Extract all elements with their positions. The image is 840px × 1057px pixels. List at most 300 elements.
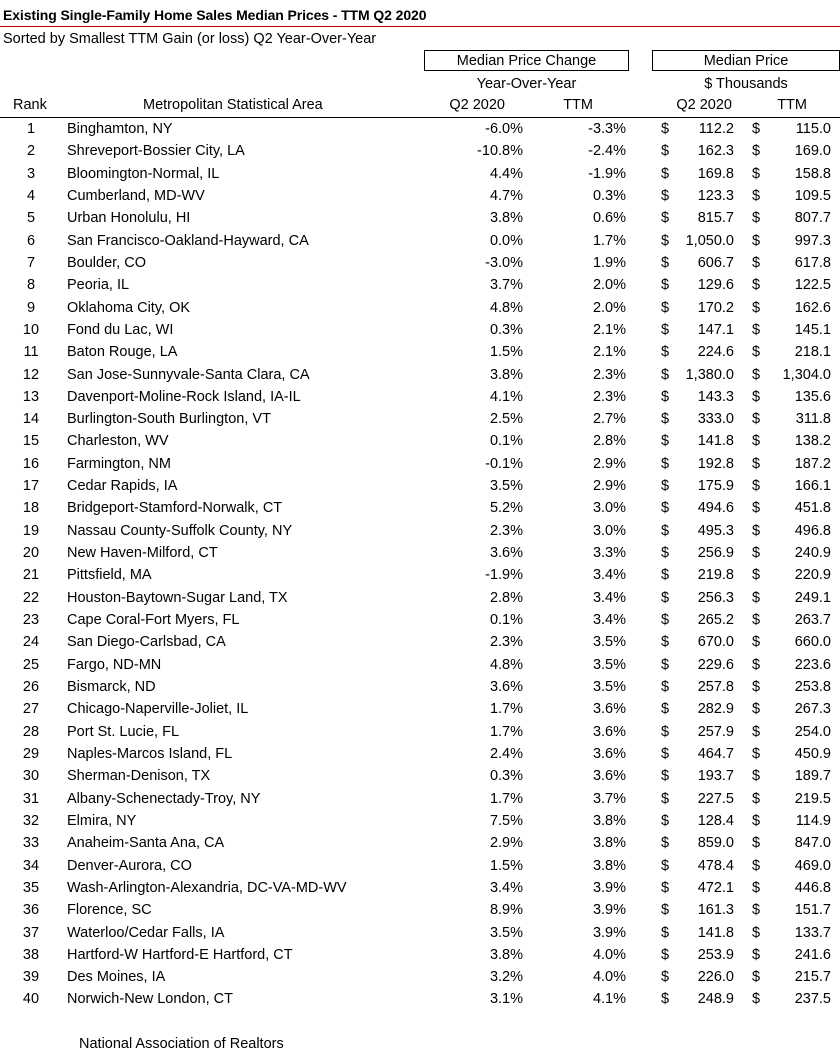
- dollar-sign: $: [661, 567, 670, 584]
- q2-change-cell: 3.6%: [489, 679, 523, 695]
- table-row: [0, 945, 840, 967]
- dollar-sign: $: [752, 522, 761, 539]
- rank-cell: 2: [26, 143, 36, 160]
- dollar-sign: $: [661, 902, 670, 919]
- q2-price-cell: 192.8: [697, 455, 734, 472]
- dollar-sign: $: [752, 187, 761, 204]
- table-row: [0, 811, 840, 833]
- dollar-sign: $: [752, 969, 761, 986]
- q2-price-cell: 219.8: [697, 567, 734, 584]
- dollar-sign: $: [752, 277, 761, 294]
- ttm-price-cell: 158.8: [794, 165, 831, 182]
- table-row: [0, 900, 840, 922]
- dollar-sign: $: [752, 299, 761, 316]
- q2-price-cell: 606.7: [697, 254, 734, 271]
- msa-cell: Chicago-Naperville-Joliet, IL: [67, 701, 249, 718]
- ttm-change-cell: 3.8%: [592, 857, 626, 874]
- dollar-sign: $: [661, 455, 670, 472]
- ttm-price-cell: 617.8: [794, 254, 831, 271]
- dollar-sign: $: [661, 612, 670, 629]
- q2-change-cell: 5.2%: [489, 500, 523, 517]
- ttm-change-cell: -1.9%: [588, 165, 626, 182]
- dollar-sign: $: [752, 366, 761, 383]
- table-row: [0, 967, 840, 989]
- q2-price-cell: 495.3: [697, 522, 734, 539]
- q2-change-cell: 7.5%: [489, 812, 523, 829]
- msa-cell: Baton Rouge, LA: [67, 344, 178, 361]
- q2-change-cell: 0.3%: [489, 768, 523, 785]
- header-divider: [0, 117, 840, 118]
- ttm-price-cell: 115.0: [795, 121, 831, 137]
- ttm-change-cell: 3.9%: [592, 924, 626, 941]
- q2-change-cell: 4.4%: [489, 165, 523, 182]
- ttm-change-cell: 2.7%: [592, 411, 626, 428]
- msa-cell: New Haven-Milford, CT: [67, 545, 218, 562]
- table-row: [0, 565, 840, 587]
- msa-cell: Fargo, ND-MN: [67, 656, 162, 673]
- q2-price-cell: 128.4: [697, 812, 734, 829]
- q2-change-cell: 0.0%: [489, 232, 523, 249]
- ttm-price-cell: 263.7: [794, 612, 831, 629]
- ttm-price-cell: 219.5: [794, 790, 831, 807]
- dollar-sign: $: [752, 321, 761, 338]
- ttm-price-cell: 807.7: [794, 210, 831, 227]
- col-header-q2-price: Q2 2020: [676, 97, 732, 113]
- dollar-sign: $: [752, 567, 761, 584]
- dollar-sign: $: [752, 210, 761, 227]
- msa-cell: Cedar Rapids, IA: [67, 478, 178, 495]
- dollar-sign: $: [752, 388, 761, 405]
- msa-cell: Binghamton, NY: [67, 121, 173, 137]
- rank-cell: 39: [22, 969, 40, 986]
- dollar-sign: $: [752, 879, 761, 896]
- msa-cell: Des Moines, IA: [67, 969, 166, 986]
- q2-change-cell: 3.1%: [489, 991, 523, 1008]
- msa-cell: Waterloo/Cedar Falls, IA: [67, 924, 225, 941]
- dollar-sign: $: [661, 344, 670, 361]
- msa-cell: Hartford-W Hartford-E Hartford, CT: [67, 946, 293, 963]
- ttm-change-cell: 2.1%: [592, 344, 626, 361]
- msa-cell: Fond du Lac, WI: [67, 321, 174, 338]
- q2-change-cell: -0.1%: [485, 455, 523, 472]
- table-row: [0, 833, 840, 855]
- rank-cell: 29: [22, 745, 40, 762]
- rank-cell: 17: [22, 478, 40, 495]
- q2-price-cell: 170.2: [697, 299, 734, 316]
- msa-cell: Houston-Baytown-Sugar Land, TX: [67, 589, 288, 606]
- table-row: [0, 253, 840, 275]
- q2-price-cell: 169.8: [697, 165, 734, 182]
- title-divider: [0, 26, 840, 27]
- q2-price-cell: 129.6: [697, 277, 734, 294]
- q2-change-cell: 2.3%: [489, 634, 523, 651]
- ttm-change-cell: 3.6%: [592, 768, 626, 785]
- q2-change-cell: 3.8%: [489, 210, 523, 227]
- dollar-sign: $: [661, 790, 670, 807]
- dollar-sign: $: [661, 478, 670, 495]
- table-row: [0, 610, 840, 632]
- ttm-price-cell: 997.3: [794, 232, 831, 249]
- rank-cell: 11: [23, 344, 39, 361]
- ttm-price-cell: 218.1: [794, 344, 831, 361]
- dollar-sign: $: [752, 121, 761, 137]
- dollar-sign: $: [661, 723, 670, 740]
- msa-cell: Urban Honolulu, HI: [67, 210, 191, 227]
- ttm-change-cell: -2.4%: [588, 143, 626, 160]
- table-row: [0, 744, 840, 766]
- q2-change-cell: 2.4%: [489, 745, 523, 762]
- dollar-sign: $: [752, 500, 761, 517]
- ttm-price-cell: 109.5: [794, 187, 831, 204]
- dollar-sign: $: [661, 433, 670, 450]
- rank-cell: 13: [22, 388, 40, 405]
- table-row: [0, 699, 840, 721]
- q2-change-cell: 3.6%: [489, 545, 523, 562]
- msa-cell: Denver-Aurora, CO: [67, 857, 192, 874]
- ttm-change-cell: 3.9%: [592, 879, 626, 896]
- dollar-sign: $: [661, 634, 670, 651]
- ttm-change-cell: 3.4%: [592, 567, 626, 584]
- table-row: [0, 498, 840, 520]
- ttm-change-cell: 3.4%: [592, 612, 626, 629]
- table-row: [0, 789, 840, 811]
- q2-price-cell: 248.9: [697, 991, 734, 1008]
- ttm-price-cell: 240.9: [794, 545, 831, 562]
- msa-cell: San Jose-Sunnyvale-Santa Clara, CA: [67, 366, 310, 383]
- ttm-change-cell: 3.7%: [592, 790, 626, 807]
- median-price-change-header: Median Price Change: [424, 50, 629, 71]
- q2-price-cell: 143.3: [697, 388, 734, 405]
- dollar-sign: $: [752, 411, 761, 428]
- q2-change-cell: 1.7%: [489, 790, 523, 807]
- ttm-change-cell: 4.0%: [592, 969, 626, 986]
- ttm-change-cell: 3.0%: [592, 522, 626, 539]
- dollar-sign: $: [661, 143, 670, 160]
- ttm-price-cell: 451.8: [794, 500, 831, 517]
- table-row: [0, 878, 840, 900]
- ttm-change-cell: 3.8%: [592, 835, 626, 852]
- ttm-price-cell: 220.9: [794, 567, 831, 584]
- ttm-price-cell: 496.8: [794, 522, 831, 539]
- q2-change-cell: -1.9%: [485, 567, 523, 584]
- rank-cell: 25: [22, 656, 40, 673]
- ttm-change-cell: 4.1%: [592, 991, 626, 1008]
- dollar-sign: $: [752, 433, 761, 450]
- q2-price-cell: 147.1: [697, 321, 734, 338]
- ttm-price-cell: 446.8: [794, 879, 831, 896]
- table-row: [0, 208, 840, 230]
- rank-cell: 22: [22, 589, 40, 606]
- ttm-price-cell: 469.0: [794, 857, 831, 874]
- q2-price-cell: 472.1: [697, 879, 734, 896]
- msa-cell: Cumberland, MD-WV: [67, 187, 205, 204]
- msa-cell: Pittsfield, MA: [67, 567, 152, 584]
- ttm-change-cell: 3.5%: [592, 679, 626, 695]
- dollar-sign: $: [661, 500, 670, 517]
- q2-change-cell: 3.5%: [489, 924, 523, 941]
- ttm-price-cell: 162.6: [794, 299, 831, 316]
- dollar-sign: $: [661, 321, 670, 338]
- msa-cell: Cape Coral-Fort Myers, FL: [67, 612, 240, 629]
- rank-cell: 20: [22, 545, 40, 562]
- q2-change-cell: 4.8%: [489, 656, 523, 673]
- q2-change-cell: 2.9%: [489, 835, 523, 852]
- rank-cell: 38: [22, 946, 40, 963]
- page-subtitle: Sorted by Smallest TTM Gain (or loss) Q2 Year-Over-Year: [3, 31, 377, 47]
- msa-cell: Elmira, NY: [67, 812, 137, 829]
- ttm-price-cell: 138.2: [794, 433, 831, 450]
- ttm-change-cell: 3.9%: [592, 902, 626, 919]
- q2-price-cell: 227.5: [697, 790, 734, 807]
- rank-cell: 8: [26, 277, 36, 294]
- ttm-price-cell: 1,304.0: [782, 366, 831, 383]
- q2-change-cell: 2.3%: [489, 522, 523, 539]
- q2-change-cell: 4.8%: [489, 299, 523, 316]
- msa-cell: Boulder, CO: [67, 254, 146, 271]
- q2-price-cell: 478.4: [697, 857, 734, 874]
- dollar-sign: $: [661, 969, 670, 986]
- rank-cell: 37: [22, 924, 40, 941]
- msa-cell: Peoria, IL: [67, 277, 130, 294]
- table-row: [0, 454, 840, 476]
- dollar-sign: $: [752, 612, 761, 629]
- q2-price-cell: 141.8: [697, 433, 734, 450]
- page-title: Existing Single-Family Home Sales Median Prices - TTM Q2 2020: [3, 7, 427, 23]
- rank-cell: 3: [26, 165, 36, 182]
- dollar-sign: $: [752, 857, 761, 874]
- ttm-price-cell: 223.6: [794, 656, 831, 673]
- rank-cell: 35: [22, 879, 40, 896]
- q2-change-cell: 0.3%: [489, 321, 523, 338]
- table-row: [0, 632, 840, 654]
- table-row: [0, 409, 840, 431]
- q2-price-cell: 257.9: [697, 723, 734, 740]
- dollar-sign: $: [752, 679, 761, 695]
- ttm-change-cell: 2.3%: [592, 388, 626, 405]
- msa-cell: Oklahoma City, OK: [67, 299, 191, 316]
- rank-cell: 34: [22, 857, 40, 874]
- ttm-price-cell: 151.7: [794, 902, 831, 919]
- dollar-sign: $: [661, 768, 670, 785]
- dollar-sign: $: [752, 545, 761, 562]
- dollar-sign: $: [661, 701, 670, 718]
- dollar-sign: $: [752, 790, 761, 807]
- table-row: [0, 387, 840, 409]
- ttm-change-cell: 2.1%: [592, 321, 626, 338]
- ttm-change-cell: 2.8%: [592, 433, 626, 450]
- msa-cell: Albany-Schenectady-Troy, NY: [67, 790, 261, 807]
- dollar-sign: $: [752, 812, 761, 829]
- ttm-change-cell: 3.6%: [592, 745, 626, 762]
- q2-change-cell: 3.7%: [489, 277, 523, 294]
- rank-cell: 16: [22, 455, 40, 472]
- msa-cell: Port St. Lucie, FL: [67, 723, 180, 740]
- q2-price-cell: 226.0: [697, 969, 734, 986]
- rank-cell: 14: [22, 411, 40, 428]
- dollar-sign: $: [661, 277, 670, 294]
- col-header-msa: Metropolitan Statistical Area: [143, 97, 323, 113]
- table-row: [0, 119, 840, 141]
- q2-price-cell: 1,380.0: [685, 366, 734, 383]
- ttm-price-cell: 241.6: [794, 946, 831, 963]
- table-row: [0, 521, 840, 543]
- dollar-sign: $: [661, 299, 670, 316]
- q2-change-cell: 3.4%: [489, 879, 523, 896]
- q2-price-cell: 859.0: [697, 835, 734, 852]
- ttm-price-cell: 450.9: [794, 745, 831, 762]
- dollar-sign: $: [661, 924, 670, 941]
- msa-cell: Bismarck, ND: [67, 679, 156, 695]
- dollar-sign: $: [661, 879, 670, 896]
- rank-cell: 40: [22, 991, 40, 1008]
- table-row: [0, 677, 840, 699]
- q2-price-cell: 253.9: [697, 946, 734, 963]
- q2-price-cell: 256.9: [697, 545, 734, 562]
- msa-cell: Nassau County-Suffolk County, NY: [67, 522, 293, 539]
- q2-price-cell: 256.3: [697, 589, 734, 606]
- rank-cell: 23: [22, 612, 40, 629]
- dollar-sign: $: [661, 857, 670, 874]
- ttm-price-cell: 215.7: [794, 969, 831, 986]
- q2-change-cell: 8.9%: [489, 902, 523, 919]
- rank-cell: 31: [22, 790, 40, 807]
- q2-change-cell: 3.2%: [489, 969, 523, 986]
- q2-price-cell: 175.9: [697, 478, 734, 495]
- rank-cell: 27: [22, 701, 40, 718]
- dollar-sign: $: [752, 232, 761, 249]
- ttm-change-cell: 3.3%: [592, 545, 626, 562]
- table-row: [0, 320, 840, 342]
- rank-cell: 26: [22, 679, 40, 695]
- q2-change-cell: 3.5%: [489, 478, 523, 495]
- ttm-price-cell: 254.0: [794, 723, 831, 740]
- rank-cell: 4: [26, 187, 36, 204]
- q2-change-cell: 2.8%: [489, 589, 523, 606]
- table-row: [0, 722, 840, 744]
- ttm-price-cell: 237.5: [794, 991, 831, 1008]
- dollar-sign: $: [752, 478, 761, 495]
- q2-price-cell: 224.6: [697, 344, 734, 361]
- rank-cell: 19: [22, 522, 40, 539]
- msa-cell: Norwich-New London, CT: [67, 991, 234, 1008]
- col-header-ttm-price: TTM: [777, 97, 807, 113]
- msa-cell: San Francisco-Oakland-Hayward, CA: [67, 232, 309, 249]
- ttm-change-cell: 0.6%: [592, 210, 626, 227]
- msa-cell: Anaheim-Santa Ana, CA: [67, 835, 225, 852]
- ttm-change-cell: 3.8%: [592, 812, 626, 829]
- table-row: [0, 365, 840, 387]
- dollar-sign: $: [752, 656, 761, 673]
- ttm-price-cell: 145.1: [794, 321, 831, 338]
- rank-cell: 32: [22, 812, 40, 829]
- msa-cell: Shreveport-Bossier City, LA: [67, 143, 245, 160]
- dollar-sign: $: [661, 745, 670, 762]
- ttm-change-cell: 4.0%: [592, 946, 626, 963]
- q2-price-cell: 141.8: [697, 924, 734, 941]
- dollar-sign: $: [752, 165, 761, 182]
- q2-change-cell: 2.5%: [489, 411, 523, 428]
- q2-price-cell: 123.3: [697, 187, 734, 204]
- ttm-price-cell: 166.1: [794, 478, 831, 495]
- q2-price-cell: 464.7: [697, 745, 734, 762]
- dollar-sign: $: [752, 143, 761, 160]
- q2-change-cell: 4.7%: [489, 187, 523, 204]
- thousands-subheader: $ Thousands: [704, 76, 788, 92]
- msa-cell: Bridgeport-Stamford-Norwalk, CT: [67, 500, 283, 517]
- msa-cell: Davenport-Moline-Rock Island, IA-IL: [67, 388, 301, 405]
- dollar-sign: $: [752, 835, 761, 852]
- q2-change-cell: 1.5%: [489, 344, 523, 361]
- dollar-sign: $: [661, 589, 670, 606]
- dollar-sign: $: [752, 723, 761, 740]
- msa-cell: Burlington-South Burlington, VT: [67, 411, 271, 428]
- q2-price-cell: 257.8: [697, 679, 734, 695]
- median-price-header: Median Price: [652, 50, 840, 71]
- ttm-change-cell: 3.5%: [592, 634, 626, 651]
- dollar-sign: $: [752, 344, 761, 361]
- table-row: [0, 476, 840, 498]
- rank-cell: 12: [22, 366, 40, 383]
- rank-cell: 1: [26, 121, 36, 137]
- year-over-year-subheader: Year-Over-Year: [476, 76, 577, 92]
- q2-change-cell: -6.0%: [485, 121, 523, 137]
- ttm-price-cell: 311.8: [795, 411, 831, 428]
- dollar-sign: $: [661, 812, 670, 829]
- ttm-change-cell: 0.3%: [592, 187, 626, 204]
- ttm-price-cell: 847.0: [794, 835, 831, 852]
- table-row: [0, 342, 840, 364]
- msa-cell: Farmington, NM: [67, 455, 171, 472]
- dollar-sign: $: [752, 455, 761, 472]
- ttm-price-cell: 660.0: [794, 634, 831, 651]
- q2-price-cell: 282.9: [697, 701, 734, 718]
- ttm-change-cell: -3.3%: [588, 121, 626, 137]
- q2-change-cell: 0.1%: [489, 612, 523, 629]
- dollar-sign: $: [661, 835, 670, 852]
- table-row: [0, 231, 840, 253]
- dollar-sign: $: [661, 366, 670, 383]
- ttm-price-cell: 114.9: [795, 812, 831, 829]
- rank-cell: 10: [22, 321, 40, 338]
- ttm-change-cell: 3.5%: [592, 656, 626, 673]
- dollar-sign: $: [661, 388, 670, 405]
- rank-cell: 9: [26, 299, 36, 316]
- dollar-sign: $: [661, 545, 670, 562]
- msa-cell: Bloomington-Normal, IL: [67, 165, 220, 182]
- q2-price-cell: 815.7: [697, 210, 734, 227]
- q2-change-cell: 1.5%: [489, 857, 523, 874]
- table-row: [0, 298, 840, 320]
- msa-cell: San Diego-Carlsbad, CA: [67, 634, 226, 651]
- ttm-price-cell: 122.5: [794, 277, 831, 294]
- q2-price-cell: 333.0: [697, 411, 734, 428]
- ttm-price-cell: 135.6: [794, 388, 831, 405]
- q2-price-cell: 161.3: [697, 902, 734, 919]
- dollar-sign: $: [752, 924, 761, 941]
- dollar-sign: $: [661, 991, 670, 1008]
- dollar-sign: $: [752, 634, 761, 651]
- ttm-price-cell: 189.7: [794, 768, 831, 785]
- msa-cell: Wash-Arlington-Alexandria, DC-VA-MD-WV: [67, 879, 347, 896]
- q2-change-cell: -10.8%: [477, 143, 523, 160]
- dollar-sign: $: [661, 656, 670, 673]
- q2-change-cell: 4.1%: [489, 388, 523, 405]
- col-header-q2-change: Q2 2020: [449, 97, 505, 113]
- dollar-sign: $: [752, 254, 761, 271]
- rank-cell: 36: [22, 902, 40, 919]
- rank-cell: 24: [22, 634, 40, 651]
- ttm-price-cell: 253.8: [794, 679, 831, 695]
